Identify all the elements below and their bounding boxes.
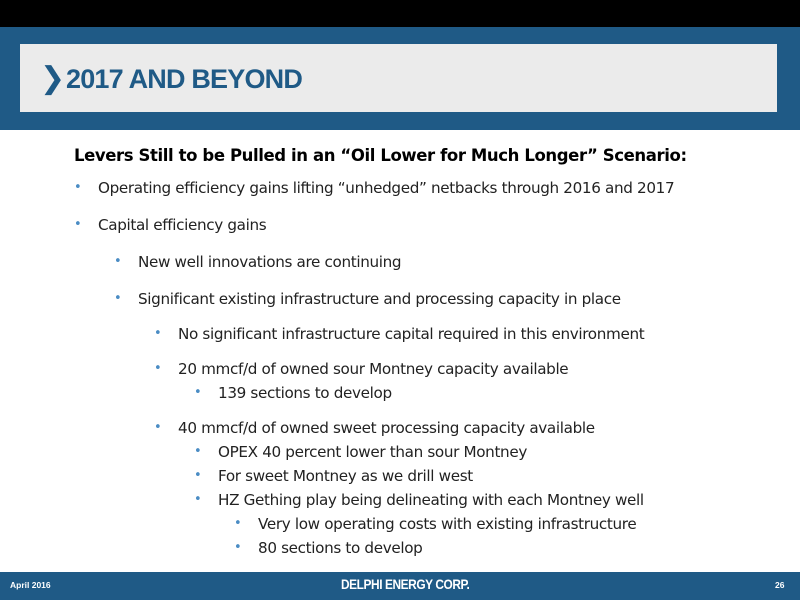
page-number: 26: [775, 580, 785, 590]
bullet-icon: •: [194, 444, 202, 459]
bullet-text: Very low operating costs with existing infrastructure: [258, 515, 637, 533]
bullet-icon: •: [234, 516, 242, 531]
bullet-text: HZ Gething play being delineating with each Montney well: [218, 491, 644, 509]
bullet-text: For sweet Montney as we drill west: [218, 467, 473, 485]
content-heading: Levers Still to be Pulled in an “Oil Lower for Much Longer” Scenario:: [74, 146, 687, 165]
bullet-icon: •: [194, 385, 202, 400]
bullet-icon: •: [114, 291, 122, 306]
bullet-icon: •: [234, 540, 242, 555]
bullet-text: 40 mmcf/d of owned sweet processing capacity available: [178, 419, 595, 437]
bullet-text: No significant infrastructure capital required in this environment: [178, 325, 645, 343]
bullet-icon: •: [194, 492, 202, 507]
bullet-text: New well innovations are continuing: [138, 253, 402, 271]
bullet-icon: •: [154, 326, 162, 341]
bullet-text: Capital efficiency gains: [98, 216, 267, 234]
bullet-icon: •: [154, 361, 162, 376]
bullet-icon: •: [194, 468, 202, 483]
footer-date: April 2016: [10, 580, 51, 590]
bullet-text: 20 mmcf/d of owned sour Montney capacity available: [178, 360, 569, 378]
top-black-bar: [0, 0, 800, 27]
bullet-icon: •: [74, 217, 82, 232]
bullet-icon: •: [154, 420, 162, 435]
bullet-text: Operating efficiency gains lifting “unhedged” netbacks through 2016 and 2017: [98, 179, 675, 197]
bullet-icon: •: [114, 254, 122, 269]
company-logo: DELPHI ENERGY CORP.: [341, 576, 470, 592]
bullet-text: Significant existing infrastructure and processing capacity in place: [138, 290, 621, 308]
bullet-icon: •: [74, 180, 82, 195]
chevron-right-icon: ❯: [40, 61, 66, 96]
bullet-text: OPEX 40 percent lower than sour Montney: [218, 443, 527, 461]
slide-title: 2017 AND BEYOND: [66, 64, 303, 94]
bullet-text: 139 sections to develop: [218, 384, 392, 402]
bullet-text: 80 sections to develop: [258, 539, 423, 557]
